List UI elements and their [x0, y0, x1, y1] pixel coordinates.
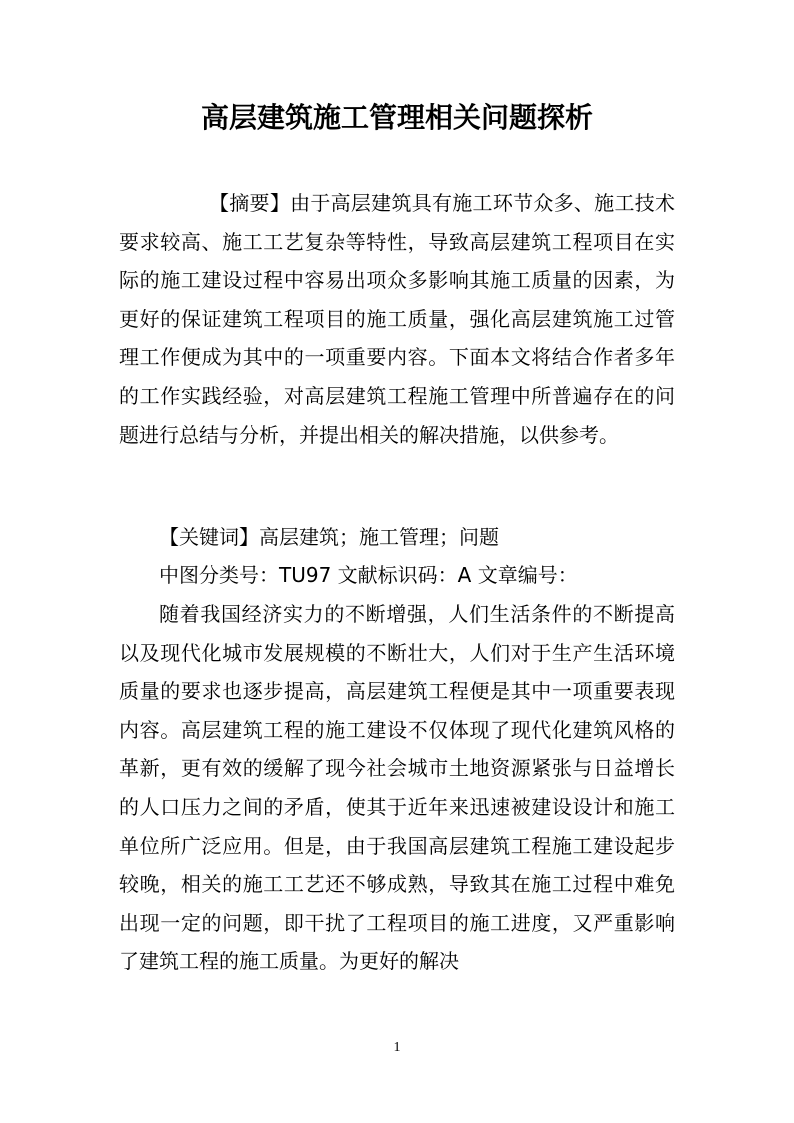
- keywords-line: 【关键词】高层建筑；施工管理；问题: [159, 525, 499, 549]
- intro-paragraph: 随着我国经济实力的不断增强，人们生活条件的不断提高以及现代化城市发展规模的不断壮大，人们对于生产生活环境质量的要求也逐步提高，高层建筑工程便是其中一项重要表现内容。高层建筑工程的施工建设不仅体现了现代化建筑风格的革新，更有效的缓解了现今社会城市土地资源紧张与日益增长的人口压力之间的矛盾，使其于近年来迅速被建设设计和施工单位所广泛应用。但是，由于我国高层建筑工程施工建设起步较晚，相关的施工工艺还不够成熟，导致其在施工过程中难免出现一定的问题，即干扰了工程项目的施工进度，又严重影响了建筑工程的施工质量。为更好的解决: [119, 602, 675, 974]
- abstract-paragraph: 【摘要】由于高层建筑具有施工环节众多、施工技术要求较高、施工工艺复杂等特性，导致高层建筑工程项目在实际的施工建设过程中容易出项众多影响其施工质量的因素，为更好的保证建筑工程项目的施工质量，强化高层建筑施工过管理工作便成为其中的一项重要内容。下面本文将结合作者多年的工作实践经验，对高层建筑工程施工管理中所普遍存在的问题进行总结与分析，并提出相关的解决措施，以供参考。: [119, 191, 675, 447]
- intro-section: [119, 595, 675, 981]
- abstract-section: [119, 184, 675, 454]
- page-number: 1: [393, 1040, 401, 1055]
- classification-line: 中图分类号：TU97 文献标识码：A 文章编号：: [159, 563, 578, 587]
- document-title: 高层建筑施工管理相关问题探析: [200, 101, 593, 134]
